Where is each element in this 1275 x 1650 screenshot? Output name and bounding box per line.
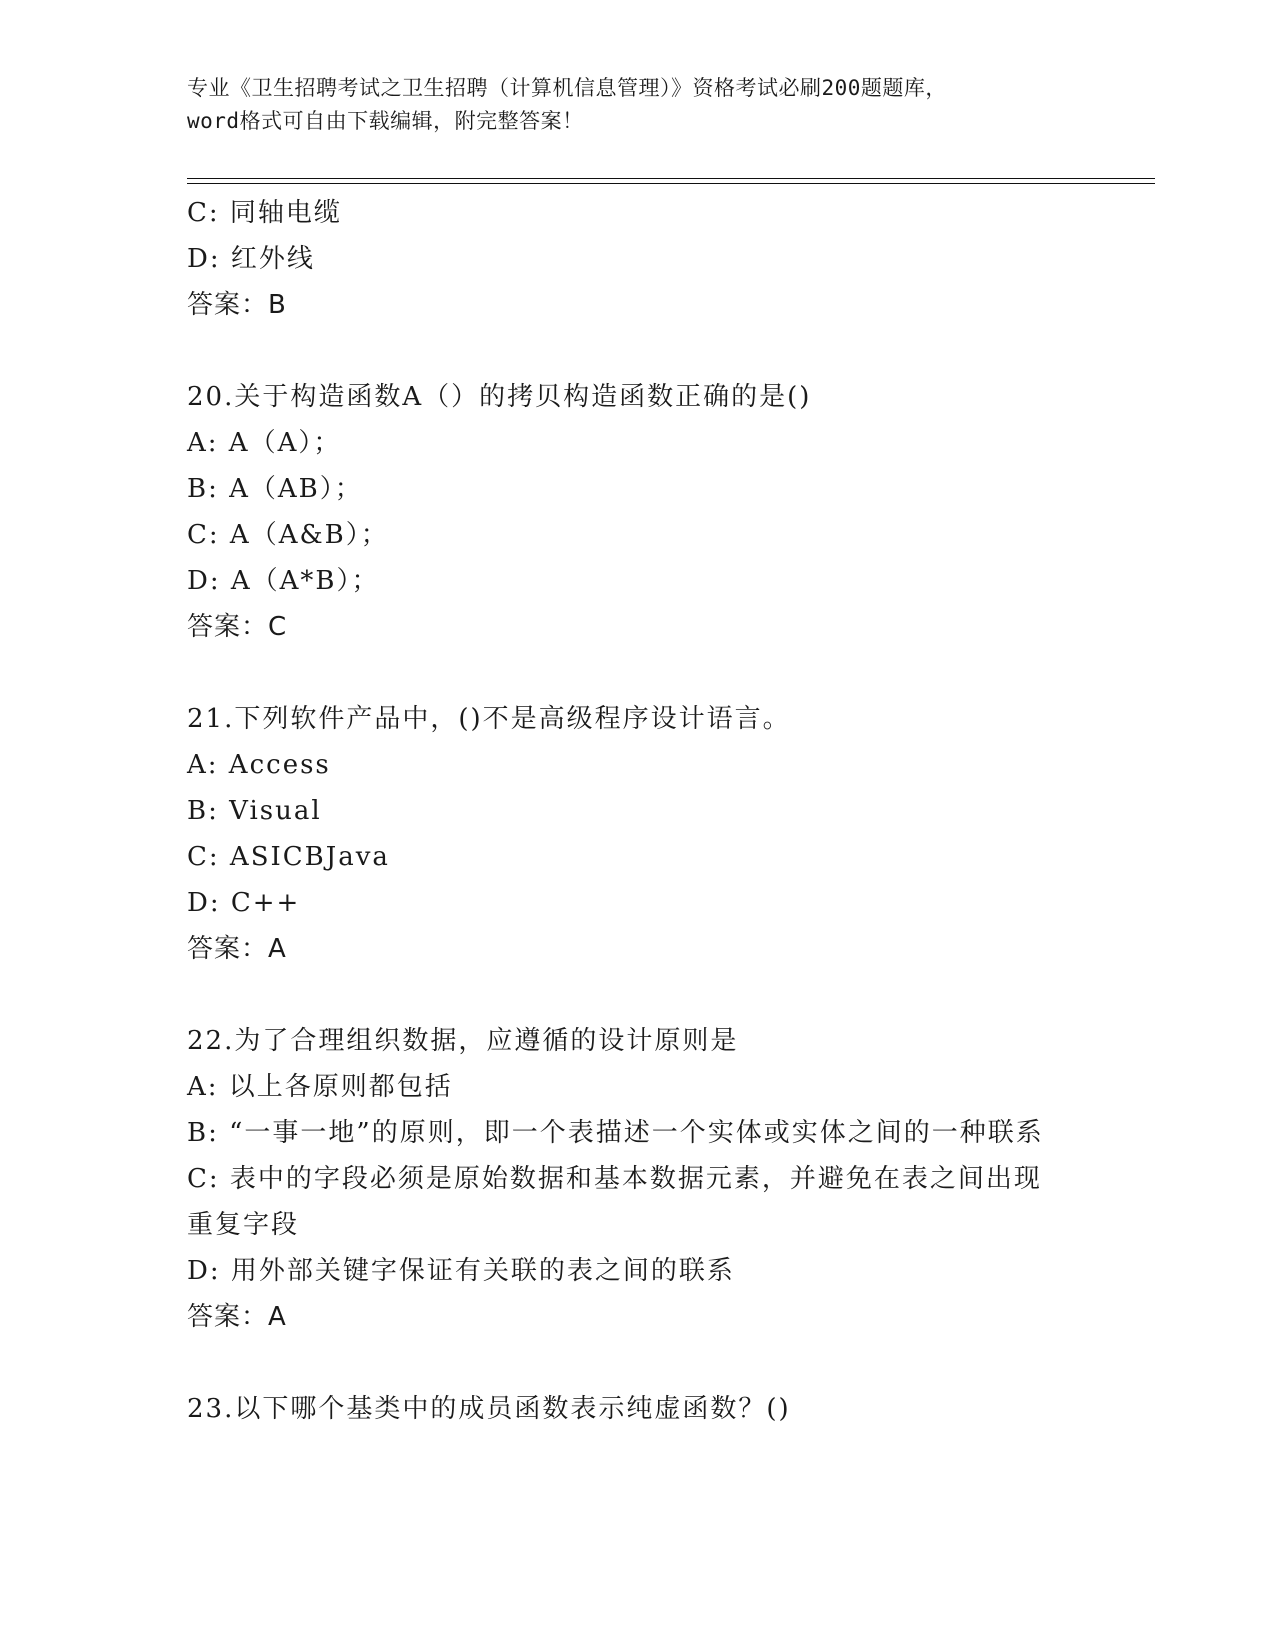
spacer xyxy=(187,972,1087,1018)
question-answer: 答案：A xyxy=(187,1302,287,1332)
question-option: B: “一事一地”的原则，即一个表描述一个实体或实体之间的一种联系 xyxy=(187,1118,1044,1148)
question-answer: 答案：A xyxy=(187,934,287,964)
header-divider-bottom xyxy=(187,183,1155,184)
header-line-1: 专业《卫生招聘考试之卫生招聘（计算机信息管理）》资格考试必刷200题题库， xyxy=(187,76,947,100)
question-option: C: 表中的字段必须是原始数据和基本数据元素，并避免在表之间出现重复字段 xyxy=(187,1164,1042,1240)
spacer xyxy=(187,328,1087,374)
question-option: A: A（A）； xyxy=(187,428,342,458)
question-option: C: A（A&B）； xyxy=(187,520,389,550)
document-header xyxy=(187,72,1087,138)
question-option: D: 用外部关键字保证有关联的表之间的联系 xyxy=(187,1256,735,1286)
prev-answer: 答案：B xyxy=(187,290,287,320)
question-stem: 23.以下哪个基类中的成员函数表示纯虚函数？() xyxy=(187,1394,791,1424)
spacer xyxy=(187,1340,1087,1386)
question-option: B: A（AB）； xyxy=(187,474,363,504)
question-stem: 22.为了合理组织数据，应遵循的设计原则是 xyxy=(187,1026,739,1056)
header-divider-top xyxy=(187,178,1155,179)
question-option: D: C++ xyxy=(187,888,301,918)
prev-option-c: C: 同轴电缆 xyxy=(187,198,342,228)
question-option: C: ASICBJava xyxy=(187,842,390,872)
question-list xyxy=(187,190,1087,1432)
question-option: B: Visual xyxy=(187,796,322,826)
question-answer: 答案：C xyxy=(187,612,288,642)
header-line-2: word格式可自由下载编辑，附完整答案！ xyxy=(187,109,584,133)
question-stem: 21.下列软件产品中，()不是高级程序设计语言。 xyxy=(187,704,791,734)
prev-option-d: D: 红外线 xyxy=(187,244,315,274)
question-option: D: A（A*B）； xyxy=(187,566,380,596)
spacer xyxy=(187,650,1087,696)
question-option: A: Access xyxy=(187,750,331,780)
question-option: A: 以上各原则都包括 xyxy=(187,1072,453,1102)
question-stem: 20.关于构造函数A（）的拷贝构造函数正确的是() xyxy=(187,382,812,412)
